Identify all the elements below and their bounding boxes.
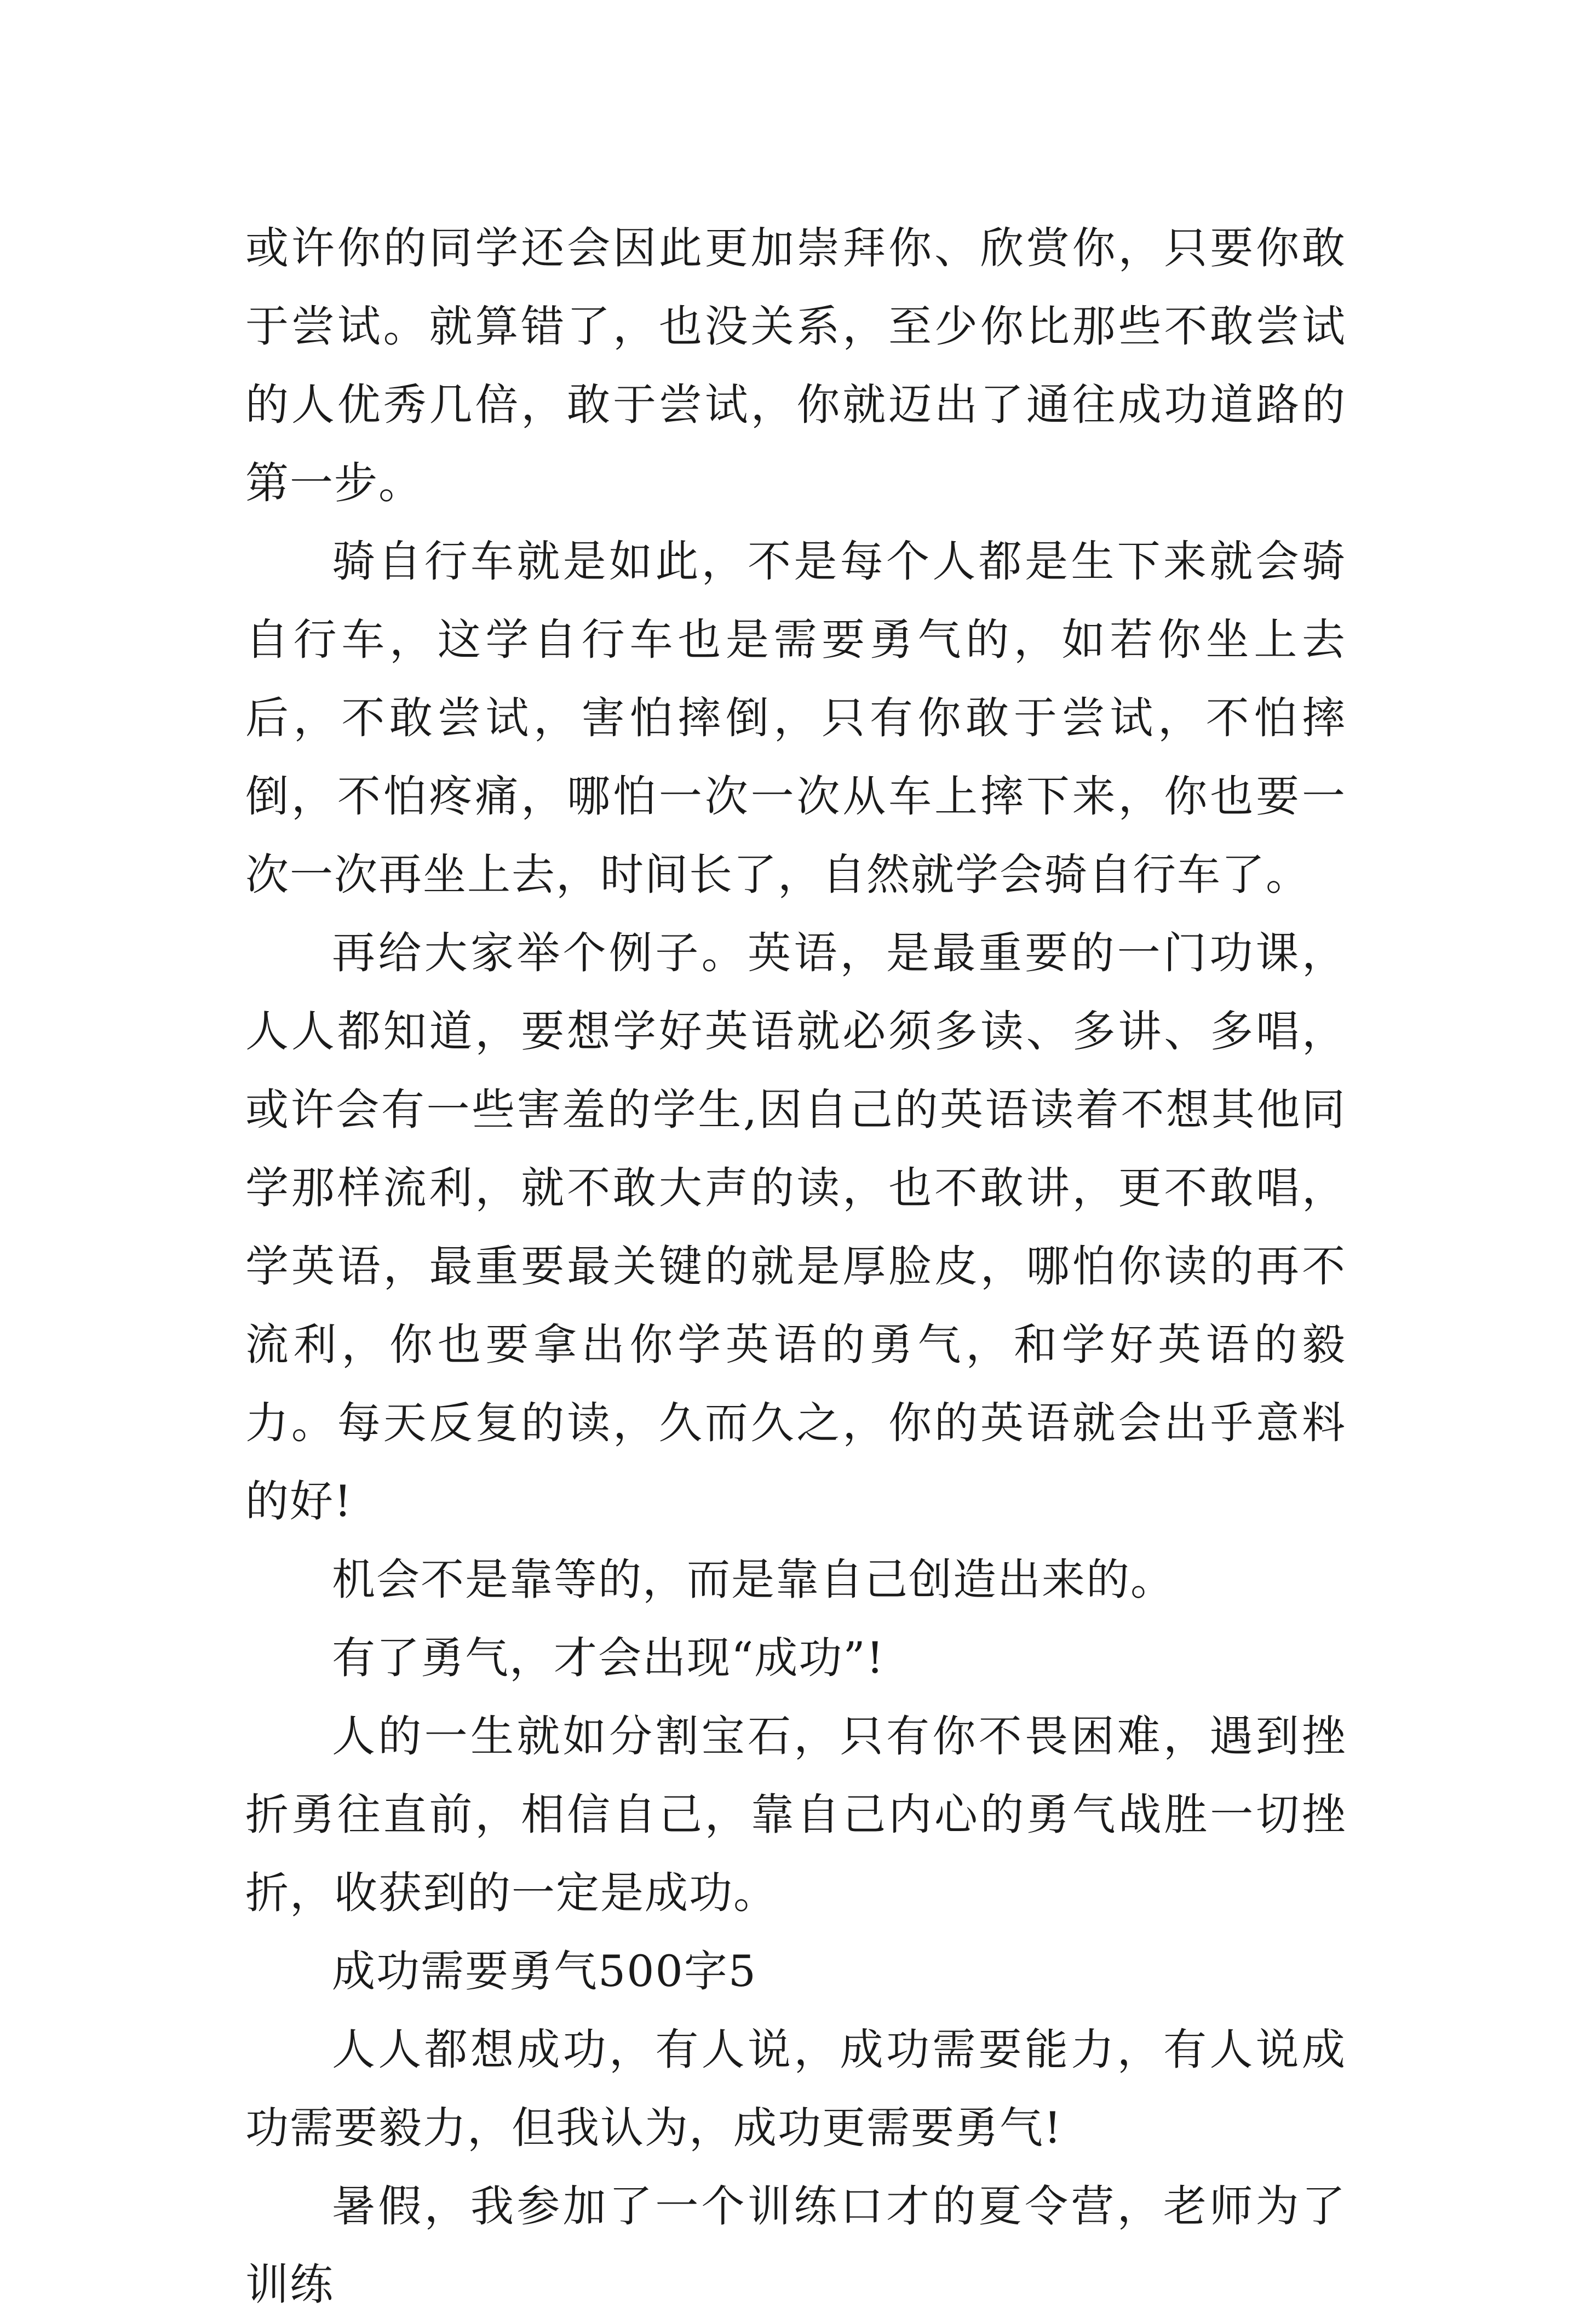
section-heading: 成功需要勇气500字5 bbox=[332, 1946, 757, 1996]
paragraph: 有了勇气，才会出现“成功”! bbox=[332, 1633, 885, 1683]
paragraph: 暑假，我参加了一个训练口才的夏令营，老师为了训练 bbox=[245, 2181, 1346, 2310]
paragraph: 再给大家举个例子。英语，是最重要的一门功课，人人都知道，要想学好英语就必须多读、多讲、多唱，或许会有一些害羞的学生,因自己的英语读着不想其他同学那样流利，就不敢大声的读，也不敢讲，更不敢唱，学英语，最重要最关键的就是厚脸皮，哪怕你读的再不流利，你也要拿出你学英语的勇气，和学好英语的毅力。每天反复的读，久而久之，你的英语就会出乎意料的好! bbox=[245, 928, 1346, 1527]
paragraph: 骑自行车就是如此，不是每个人都是生下来就会骑自行车，这学自行车也是需要勇气的，如若你坐上去后，不敢尝试，害怕摔倒，只有你敢于尝试，不怕摔倒，不怕疼痛，哪怕一次一次从车上摔下来，你也要一次一次再坐上去，时间长了，自然就学会骑自行车了。 bbox=[245, 536, 1346, 900]
paragraph: 或许你的同学还会因此更加崇拜你、欣赏你，只要你敢于尝试。就算错了，也没关系，至少你比那些不敢尝试的人优秀几倍，敢于尝试，你就迈出了通往成功道路的第一步。 bbox=[245, 223, 1346, 508]
paragraph: 人人都想成功，有人说，成功需要能力，有人说成功需要毅力，但我认为，成功更需要勇气! bbox=[245, 2024, 1346, 2153]
paragraph: 人的一生就如分割宝石，只有你不畏困难，遇到挫折勇往直前，相信自己，靠自己内心的勇气战胜一切挫折，收获到的一定是成功。 bbox=[245, 1711, 1346, 1918]
body-text bbox=[245, 209, 1346, 2324]
paragraph: 机会不是靠等的，而是靠自己创造出来的。 bbox=[332, 1554, 1175, 1605]
